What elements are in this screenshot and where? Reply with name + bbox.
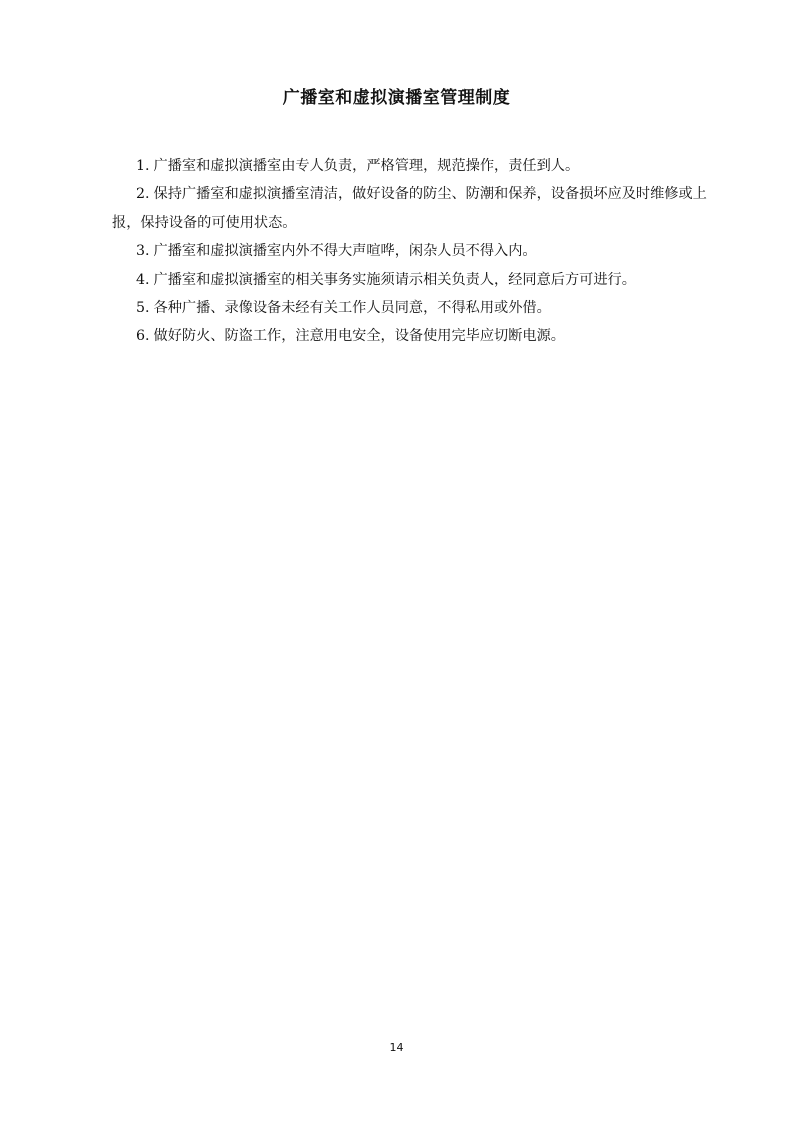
list-item xyxy=(112,294,722,322)
list-item xyxy=(112,180,722,237)
list-item xyxy=(112,322,722,350)
rule-number: 6. xyxy=(136,328,150,345)
rules-list xyxy=(112,152,722,351)
rule-text: 做好防火、防盗工作，注意用电安全，设备使用完毕应切断电源。 xyxy=(153,328,565,345)
page-title: 广播室和虚拟演播室管理制度 xyxy=(282,88,511,108)
page-number: 14 xyxy=(389,1041,404,1054)
rule-number: 3. xyxy=(136,243,150,260)
list-item xyxy=(112,152,722,180)
rule-text: 保持广播室和虚拟演播室清洁，做好设备的防尘、防潮和保养，设备损坏应及时维修或上报，保持设备的可使用状态。 xyxy=(112,186,707,231)
list-item xyxy=(112,237,722,265)
rule-number: 5. xyxy=(136,300,150,317)
rule-text: 广播室和虚拟演播室内外不得大声喧哗，闲杂人员不得入内。 xyxy=(153,243,537,260)
rule-number: 4. xyxy=(136,271,150,288)
rule-text: 广播室和虚拟演播室的相关事务实施须请示相关负责人，经同意后方可进行。 xyxy=(153,271,636,288)
list-item xyxy=(112,266,722,294)
rule-text: 广播室和虚拟演播室由专人负责，严格管理，规范操作，责任到人。 xyxy=(153,158,580,174)
rule-text: 各种广播、录像设备未经有关工作人员同意，不得私用或外借。 xyxy=(153,300,551,317)
rule-number: 1. xyxy=(136,158,150,174)
rule-number: 2. xyxy=(136,186,150,203)
